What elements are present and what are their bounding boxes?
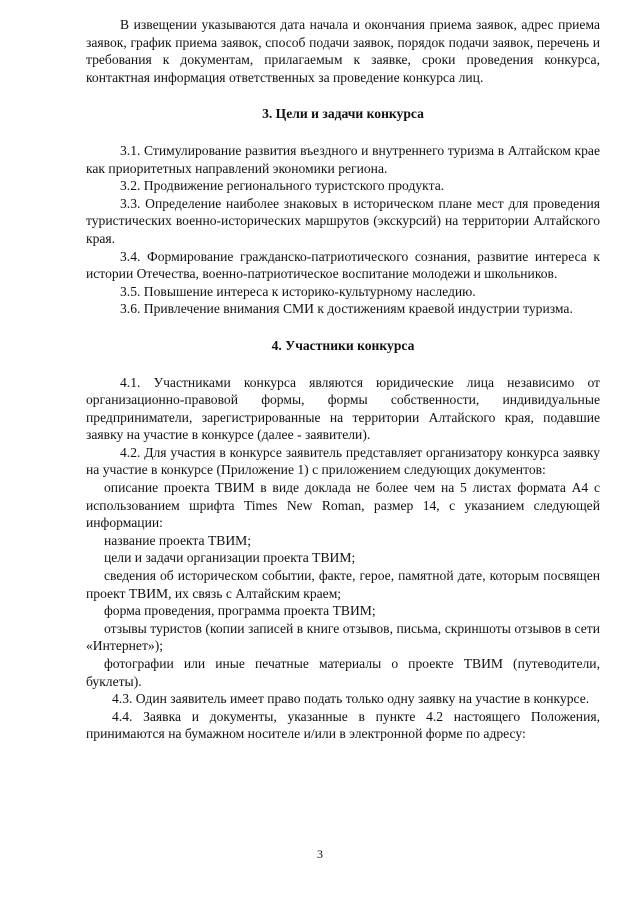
item-4-4: 4.4. Заявка и документы, указанные в пункте 4.2 настоящего Положения, принимаются на бумажном носителе и/или в электронной форме по адресу:: [86, 708, 600, 742]
doc-list-item: отзывы туристов (копии записей в книге отзывов, письма, скриншоты отзывов в сети «Интернет»);: [86, 620, 600, 654]
section-3-heading: 3. Цели и задачи конкурса: [262, 106, 424, 122]
item-3-2: 3.2. Продвижение регионального туристского продукта.: [120, 178, 445, 194]
item-3-4: 3.4. Формирование гражданско-патриотического сознания, развитие интереса к истории Отечества, военно-патриотическое воспитание молодежи и школьников.: [86, 248, 600, 282]
item-3-1: 3.1. Стимулирование развития въездного и внутреннего туризма в Алтайском крае как приоритетных направлений экономики региона.: [86, 142, 600, 176]
doc-list-item: форма проведения, программа проекта ТВИМ;: [104, 603, 376, 619]
item-3-6: 3.6. Привлечение внимания СМИ к достижениям краевой индустрии туризма.: [120, 301, 573, 317]
doc-list-item: описание проекта ТВИМ в виде доклада не более чем на 5 листах формата А4 с использованием шрифта Times New Roman, размер 14, с указанием следующей информации:: [86, 480, 600, 531]
item-4-2: 4.2. Для участия в конкурсе заявитель представляет организатору конкурса заявку на участие в конкурсе (Приложение 1) с приложением следующих документов:: [86, 444, 600, 478]
doc-list-item: цели и задачи организации проекта ТВИМ;: [104, 550, 356, 566]
doc-list-item: сведения об историческом событии, факте, герое, памятной дате, которым посвящен проект ТВИМ, их связь с Алтайским краем;: [86, 568, 600, 601]
item-4-3: 4.3. Один заявитель имеет право подать только одну заявку на участие в конкурсе.: [112, 691, 590, 707]
section-4-heading: 4. Участники конкурса: [271, 337, 415, 353]
item-4-1: 4.1. Участниками конкурса являются юридические лица независимо от организационно-правовой формы, формы собственности, индивидуальные предприниматели, зарегистрированные на территории Алтайского края, подавшие заявку на участие в конкурсе (далее - заявители).: [86, 374, 600, 443]
doc-list-item: фотографии или иные печатные материалы о проекте ТВИМ (путеводители, буклеты).: [86, 656, 600, 689]
intro-paragraph: В извещении указываются дата начала и окончания приема заявок, адрес приема заявок, график приема заявок, способ подачи заявок, порядок подачи заявок, перечень и требования к документам, прилагаемым к заявке, сроки проведения конкурса, контактная информация ответственных за проведение конкурса лиц.: [86, 17, 600, 85]
item-3-3: 3.3. Определение наиболее знаковых в историческом плане мест для проведения туристических военно-исторических маршрутов (экскурсий) на территории Алтайского края.: [86, 195, 600, 246]
doc-list-item: название проекта ТВИМ;: [104, 532, 252, 548]
item-3-5: 3.5. Повышение интереса к историко-культурному наследию.: [120, 283, 476, 299]
page-number: 3: [317, 847, 323, 861]
